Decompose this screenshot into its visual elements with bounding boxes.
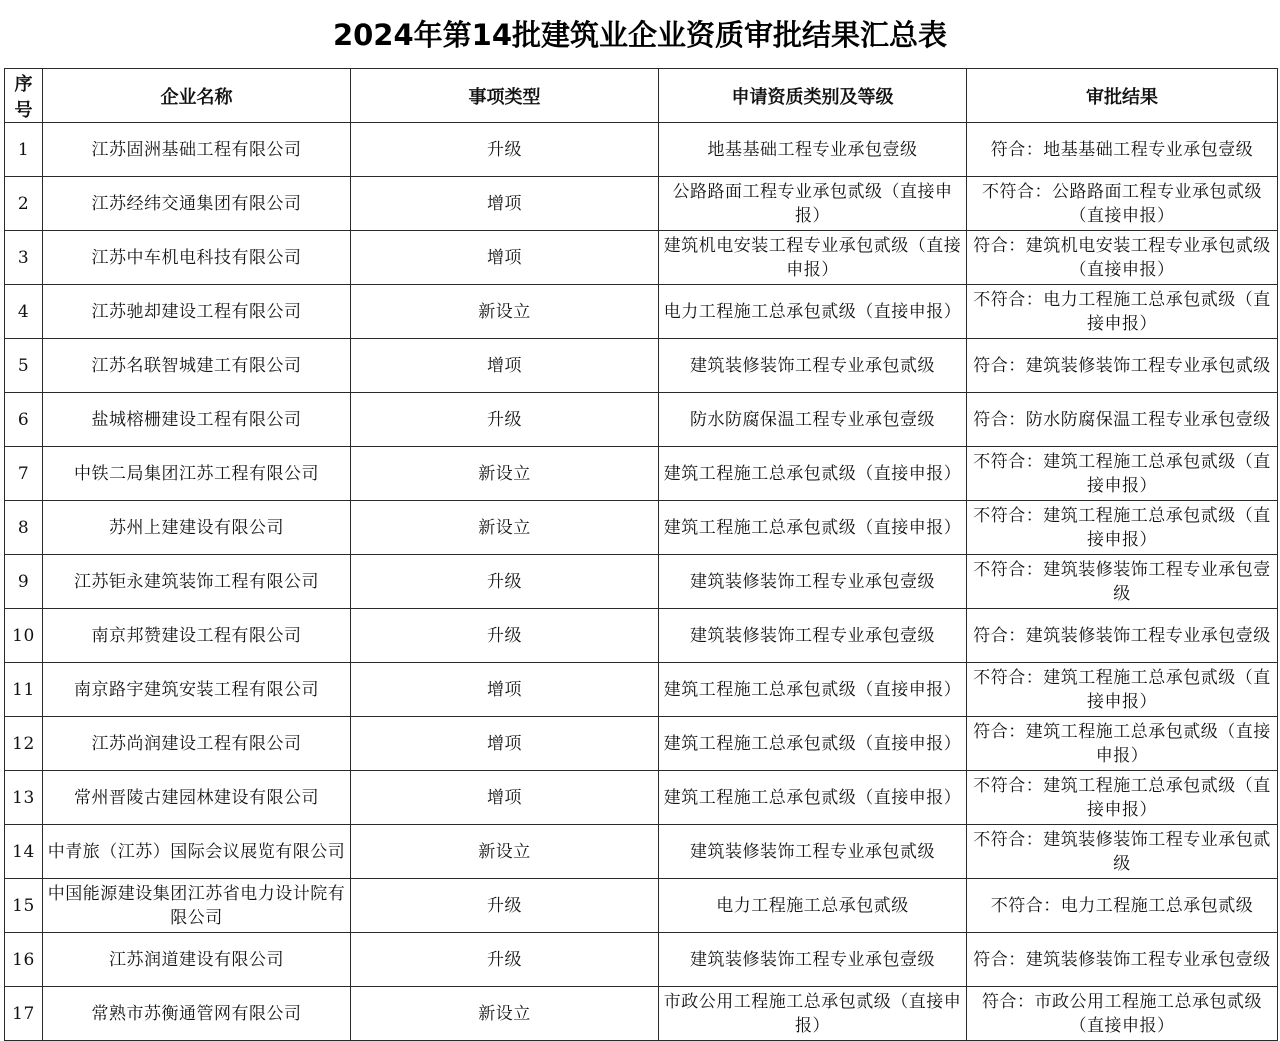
cell-qualification: 建筑装修装饰工程专业承包贰级 [659,825,967,879]
table-row [5,177,1278,231]
cell-company: 江苏驰却建设工程有限公司 [43,285,351,339]
cell-result: 不符合：建筑工程施工总承包贰级（直接申报） [967,447,1278,501]
cell-index: 2 [5,177,43,231]
cell-index: 15 [5,879,43,933]
table-row [5,879,1278,933]
cell-company: 江苏钜永建筑装饰工程有限公司 [43,555,351,609]
cell-index: 14 [5,825,43,879]
cell-result: 符合：防水防腐保温工程专业承包壹级 [967,393,1278,447]
cell-company: 中铁二局集团江苏工程有限公司 [43,447,351,501]
table-header-row [5,69,1278,123]
cell-result: 不符合：建筑工程施工总承包贰级（直接申报） [967,501,1278,555]
cell-result: 不符合：建筑装修装饰工程专业承包壹级 [967,555,1278,609]
cell-index: 4 [5,285,43,339]
cell-qualification: 建筑装修装饰工程专业承包贰级 [659,339,967,393]
approval-results-table [4,68,1278,1041]
table-row [5,771,1278,825]
table-row [5,285,1278,339]
cell-type: 新设立 [351,501,659,555]
cell-result: 符合：建筑机电安装工程专业承包贰级（直接申报） [967,231,1278,285]
cell-result: 不符合：电力工程施工总承包贰级（直接申报） [967,285,1278,339]
cell-index: 9 [5,555,43,609]
header-result: 审批结果 [967,69,1278,123]
cell-type: 增项 [351,177,659,231]
table-row [5,663,1278,717]
cell-type: 新设立 [351,825,659,879]
header-company: 企业名称 [43,69,351,123]
table-row [5,717,1278,771]
cell-qualification: 建筑装修装饰工程专业承包壹级 [659,555,967,609]
table-body [5,123,1278,1041]
header-type: 事项类型 [351,69,659,123]
table-row [5,609,1278,663]
cell-qualification: 建筑工程施工总承包贰级（直接申报） [659,447,967,501]
cell-index: 8 [5,501,43,555]
cell-company: 江苏中车机电科技有限公司 [43,231,351,285]
table-row [5,825,1278,879]
cell-index: 3 [5,231,43,285]
cell-index: 12 [5,717,43,771]
cell-company: 江苏名联智城建工有限公司 [43,339,351,393]
cell-type: 升级 [351,609,659,663]
cell-result: 不符合：电力工程施工总承包贰级 [967,879,1278,933]
cell-index: 1 [5,123,43,177]
cell-type: 新设立 [351,447,659,501]
cell-qualification: 建筑装修装饰工程专业承包壹级 [659,933,967,987]
cell-company: 江苏固洲基础工程有限公司 [43,123,351,177]
cell-result: 符合：建筑装修装饰工程专业承包贰级 [967,339,1278,393]
cell-company: 苏州上建建设有限公司 [43,501,351,555]
table-row [5,987,1278,1041]
table-row [5,339,1278,393]
cell-result: 符合：市政公用工程施工总承包贰级（直接申报） [967,987,1278,1041]
cell-type: 升级 [351,393,659,447]
cell-index: 17 [5,987,43,1041]
cell-qualification: 电力工程施工总承包贰级 [659,879,967,933]
cell-type: 增项 [351,771,659,825]
cell-type: 新设立 [351,285,659,339]
cell-result: 符合：建筑工程施工总承包贰级（直接申报） [967,717,1278,771]
cell-index: 11 [5,663,43,717]
cell-result: 不符合：公路路面工程专业承包贰级（直接申报） [967,177,1278,231]
cell-result: 不符合：建筑装修装饰工程专业承包贰级 [967,825,1278,879]
cell-index: 7 [5,447,43,501]
cell-type: 增项 [351,339,659,393]
table-row [5,933,1278,987]
cell-type: 升级 [351,123,659,177]
cell-company: 江苏尚润建设工程有限公司 [43,717,351,771]
cell-type: 升级 [351,933,659,987]
cell-company: 盐城榕栅建设工程有限公司 [43,393,351,447]
cell-qualification: 防水防腐保温工程专业承包壹级 [659,393,967,447]
cell-qualification: 建筑工程施工总承包贰级（直接申报） [659,717,967,771]
table-row [5,501,1278,555]
cell-company: 中青旅（江苏）国际会议展览有限公司 [43,825,351,879]
cell-result: 符合：地基基础工程专业承包壹级 [967,123,1278,177]
cell-qualification: 建筑工程施工总承包贰级（直接申报） [659,771,967,825]
cell-result: 不符合：建筑工程施工总承包贰级（直接申报） [967,771,1278,825]
cell-index: 5 [5,339,43,393]
cell-qualification: 建筑工程施工总承包贰级（直接申报） [659,501,967,555]
cell-qualification: 建筑装修装饰工程专业承包壹级 [659,609,967,663]
table-row [5,555,1278,609]
cell-qualification: 建筑机电安装工程专业承包贰级（直接申报） [659,231,967,285]
table-row [5,393,1278,447]
header-qualification: 申请资质类别及等级 [659,69,967,123]
cell-type: 升级 [351,879,659,933]
table-row [5,447,1278,501]
cell-result: 符合：建筑装修装饰工程专业承包壹级 [967,609,1278,663]
cell-company: 南京路宇建筑安装工程有限公司 [43,663,351,717]
cell-type: 增项 [351,663,659,717]
cell-result: 符合：建筑装修装饰工程专业承包壹级 [967,933,1278,987]
cell-index: 13 [5,771,43,825]
cell-company: 江苏润道建设有限公司 [43,933,351,987]
cell-qualification: 市政公用工程施工总承包贰级（直接申报） [659,987,967,1041]
cell-type: 增项 [351,231,659,285]
cell-company: 中国能源建设集团江苏省电力设计院有限公司 [43,879,351,933]
cell-result: 不符合：建筑工程施工总承包贰级（直接申报） [967,663,1278,717]
cell-type: 新设立 [351,987,659,1041]
cell-company: 常州晋陵古建园林建设有限公司 [43,771,351,825]
cell-type: 增项 [351,717,659,771]
cell-index: 6 [5,393,43,447]
cell-qualification: 电力工程施工总承包贰级（直接申报） [659,285,967,339]
cell-index: 16 [5,933,43,987]
cell-company: 江苏经纬交通集团有限公司 [43,177,351,231]
header-index: 序号 [5,69,43,123]
document-title: 2024年第14批建筑业企业资质审批结果汇总表 [332,18,948,52]
table-row [5,123,1278,177]
cell-company: 南京邦赞建设工程有限公司 [43,609,351,663]
cell-company: 常熟市苏衡通管网有限公司 [43,987,351,1041]
cell-type: 升级 [351,555,659,609]
cell-qualification: 地基基础工程专业承包壹级 [659,123,967,177]
table-row [5,231,1278,285]
cell-qualification: 公路路面工程专业承包贰级（直接申报） [659,177,967,231]
cell-index: 10 [5,609,43,663]
cell-qualification: 建筑工程施工总承包贰级（直接申报） [659,663,967,717]
